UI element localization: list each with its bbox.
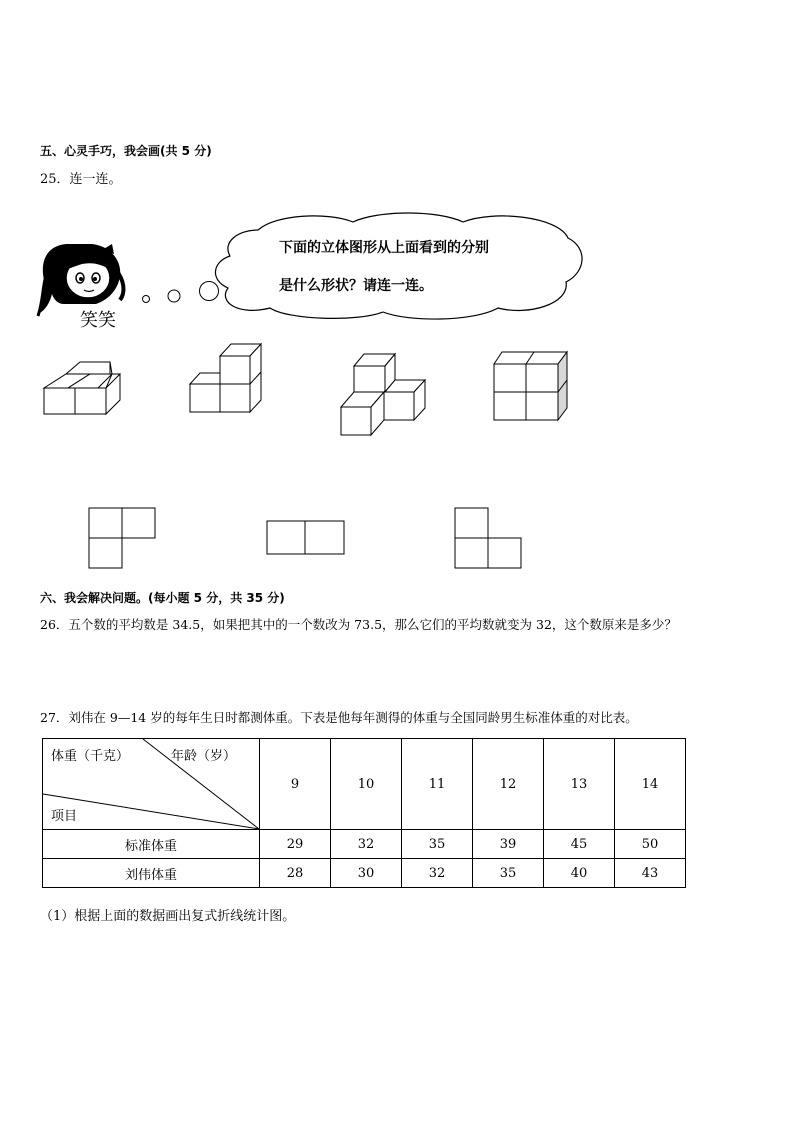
age-cell: 12 (473, 739, 544, 830)
age-cell: 10 (331, 739, 402, 830)
question-27-sub1: （1）根据上面的数据画出复式折线统计图。 (40, 909, 296, 924)
age-cell: 11 (402, 739, 473, 830)
row-label: 刘伟体重 (43, 859, 260, 888)
section-6-heading: 六、我会解决问题。(每小题 5 分，共 35 分) (40, 591, 285, 605)
value-cell: 39 (473, 830, 544, 859)
solid-1 (44, 362, 120, 414)
bubble-text-line1: 下面的立体图形从上面看到的分别 (279, 240, 489, 256)
value-cell: 32 (331, 830, 402, 859)
value-cell: 30 (331, 859, 402, 888)
header-weight: 体重（千克） (51, 749, 130, 764)
solid-2 (190, 344, 261, 412)
solid-3 (341, 354, 425, 435)
solid-4 (494, 352, 567, 420)
table-row-liuwei (43, 859, 686, 888)
age-cell: 9 (260, 739, 331, 830)
table-header-row (43, 739, 686, 830)
weight-comparison-table (42, 738, 686, 888)
question-25: 25．连一连。 (40, 172, 122, 187)
value-cell: 40 (544, 859, 615, 888)
value-cell: 50 (615, 830, 686, 859)
value-cell: 32 (402, 859, 473, 888)
value-cell: 35 (402, 830, 473, 859)
diagonal-header-cell (43, 739, 260, 830)
top-view-1 (89, 508, 155, 568)
value-cell: 35 (473, 859, 544, 888)
value-cell: 29 (260, 830, 331, 859)
character-name: 笑笑 (80, 310, 116, 331)
top-view-2 (267, 521, 344, 554)
value-cell: 28 (260, 859, 331, 888)
value-cell: 43 (615, 859, 686, 888)
age-cell: 14 (615, 739, 686, 830)
table-row-standard (43, 830, 686, 859)
bubble-text-line2: 是什么形状？请连一连。 (279, 278, 433, 294)
question-27: 27．刘伟在 9—14 岁的每年生日时都测体重。下表是他每年测得的体重与全国同龄男生标准体重的对比表。 (40, 710, 638, 725)
age-cell: 13 (544, 739, 615, 830)
header-age: 年龄（岁） (171, 749, 237, 764)
value-cell: 45 (544, 830, 615, 859)
row-label: 标准体重 (43, 830, 260, 859)
section-5-heading: 五、心灵手巧，我会画(共 5 分) (40, 144, 212, 158)
question-26: 26．五个数的平均数是 34.5，如果把其中的一个数改为 73.5，那么它们的平均数就变为 32，这个数原来是多少？ (40, 617, 677, 632)
top-view-3 (455, 508, 521, 568)
header-item: 项目 (51, 809, 78, 824)
